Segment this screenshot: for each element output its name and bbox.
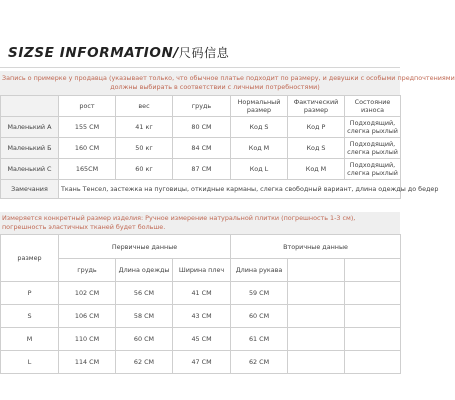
fitting-cell: 155 CM <box>59 117 116 138</box>
measurement-note: Измеряется конкретный размер изделия: Ручное измерение натуральной плитки (погрешность 1-3 см), погрешность эластичных тканей будет больше. <box>2 214 356 231</box>
fitting-table <box>0 95 439 199</box>
page-title <box>8 44 392 64</box>
fitting-note-band <box>0 71 455 95</box>
fitting-cell: 87 CM <box>173 159 231 180</box>
size-cell: 114 CM <box>59 351 116 374</box>
size-cell: 56 CM <box>116 282 173 305</box>
size-cell: 59 CM <box>231 282 288 305</box>
size-row <box>1 282 401 305</box>
size-header-cell: Длина рукава <box>231 259 288 282</box>
fitting-header-cell: Нормальный размер <box>231 96 288 117</box>
size-cell: 60 CM <box>116 328 173 351</box>
size-cell <box>288 328 345 351</box>
fitting-cell-model: Маленький Б <box>1 138 59 159</box>
fitting-cell: Код М <box>288 159 345 180</box>
fitting-cell-model: Маленький А <box>1 117 59 138</box>
size-row <box>1 328 401 351</box>
size-cell: 102 CM <box>59 282 116 305</box>
size-cell <box>345 282 401 305</box>
fitting-header-cell: Состояние износа <box>345 96 401 117</box>
size-cell <box>345 328 401 351</box>
fitting-note-line-2: должны выбирать в соответствии с личными потребностями) <box>110 83 320 91</box>
size-cell: 110 CM <box>59 328 116 351</box>
fitting-cell: Код L <box>231 159 288 180</box>
size-cell: 61 CM <box>231 328 288 351</box>
size-cell <box>345 305 401 328</box>
remarks-text: Ткань Тенсел, застежка на пуговицы, откидные карманы, слегка свободный вариант, длина одежды до бедер <box>59 180 401 199</box>
size-cell: 62 CM <box>231 351 288 374</box>
fitting-cell: 80 CM <box>173 117 231 138</box>
fitting-cell: 84 CM <box>173 138 231 159</box>
size-cell: М <box>1 328 59 351</box>
fitting-cell: Код S <box>231 117 288 138</box>
size-cell <box>288 305 345 328</box>
size-header-cell: Ширина плеч <box>173 259 231 282</box>
size-cell: 106 CM <box>59 305 116 328</box>
size-cell: 43 CM <box>173 305 231 328</box>
fitting-cell: 160 CM <box>59 138 116 159</box>
fitting-header-cell: рост <box>59 96 116 117</box>
measurement-note-band <box>0 212 400 234</box>
size-header-cell <box>288 259 345 282</box>
fitting-cell: 41 кг <box>116 117 173 138</box>
title-chinese: 尺码信息 <box>178 46 230 60</box>
fitting-cell: Подходящий, слегка рыхлый <box>345 117 401 138</box>
size-cell <box>345 351 401 374</box>
remarks-row <box>1 180 401 199</box>
primary-data-label: Первичные данные <box>59 235 231 259</box>
fitting-cell: 50 кг <box>116 138 173 159</box>
size-table <box>0 234 401 374</box>
size-cell <box>288 282 345 305</box>
fitting-note-line-1: Запись о примерке у продавца (указывает только, что обычное платье подходит по размеру, и девушки с особыми предпочтениями <box>2 74 455 82</box>
fitting-header-cell: Фактический размер <box>288 96 345 117</box>
size-cell: S <box>1 305 59 328</box>
fitting-row <box>1 159 401 180</box>
fitting-cell-model: Маленький С <box>1 159 59 180</box>
size-row <box>1 305 401 328</box>
title-separator: / <box>173 45 179 61</box>
fitting-header-cell: грудь <box>173 96 231 117</box>
fitting-cell: 60 кг <box>116 159 173 180</box>
fitting-cell: Код Р <box>288 117 345 138</box>
title-main: SIZSE INFORMATION <box>8 45 174 61</box>
size-cell: 58 CM <box>116 305 173 328</box>
size-cell: 41 CM <box>173 282 231 305</box>
size-header-cell: размер <box>1 235 59 282</box>
size-row <box>1 351 401 374</box>
size-header-cell: грудь <box>59 259 116 282</box>
fitting-header-cell: вес <box>116 96 173 117</box>
size-header-row <box>1 259 401 282</box>
size-cell: 62 CM <box>116 351 173 374</box>
fitting-row <box>1 138 401 159</box>
size-cell: Р <box>1 282 59 305</box>
size-header-cell <box>345 259 401 282</box>
fitting-row <box>1 117 401 138</box>
secondary-data-label: Вторичные данные <box>231 235 401 259</box>
title-divider <box>0 67 400 68</box>
fitting-cell: 165CM <box>59 159 116 180</box>
fitting-cell: Код S <box>288 138 345 159</box>
fitting-cell: Подходящий, слегка рыхлый <box>345 159 401 180</box>
size-cell: 45 CM <box>173 328 231 351</box>
size-cell: 47 CM <box>173 351 231 374</box>
size-cell: L <box>1 351 59 374</box>
fitting-cell: Код М <box>231 138 288 159</box>
fitting-header-cell <box>1 96 59 117</box>
size-cell: 60 CM <box>231 305 288 328</box>
fitting-header-row <box>1 96 401 117</box>
size-header-cell: Длина одежды <box>116 259 173 282</box>
size-cell <box>288 351 345 374</box>
size-group-row <box>1 235 401 259</box>
remarks-label: Замечания <box>1 180 59 199</box>
fitting-cell: Подходящий, слегка рыхлый <box>345 138 401 159</box>
